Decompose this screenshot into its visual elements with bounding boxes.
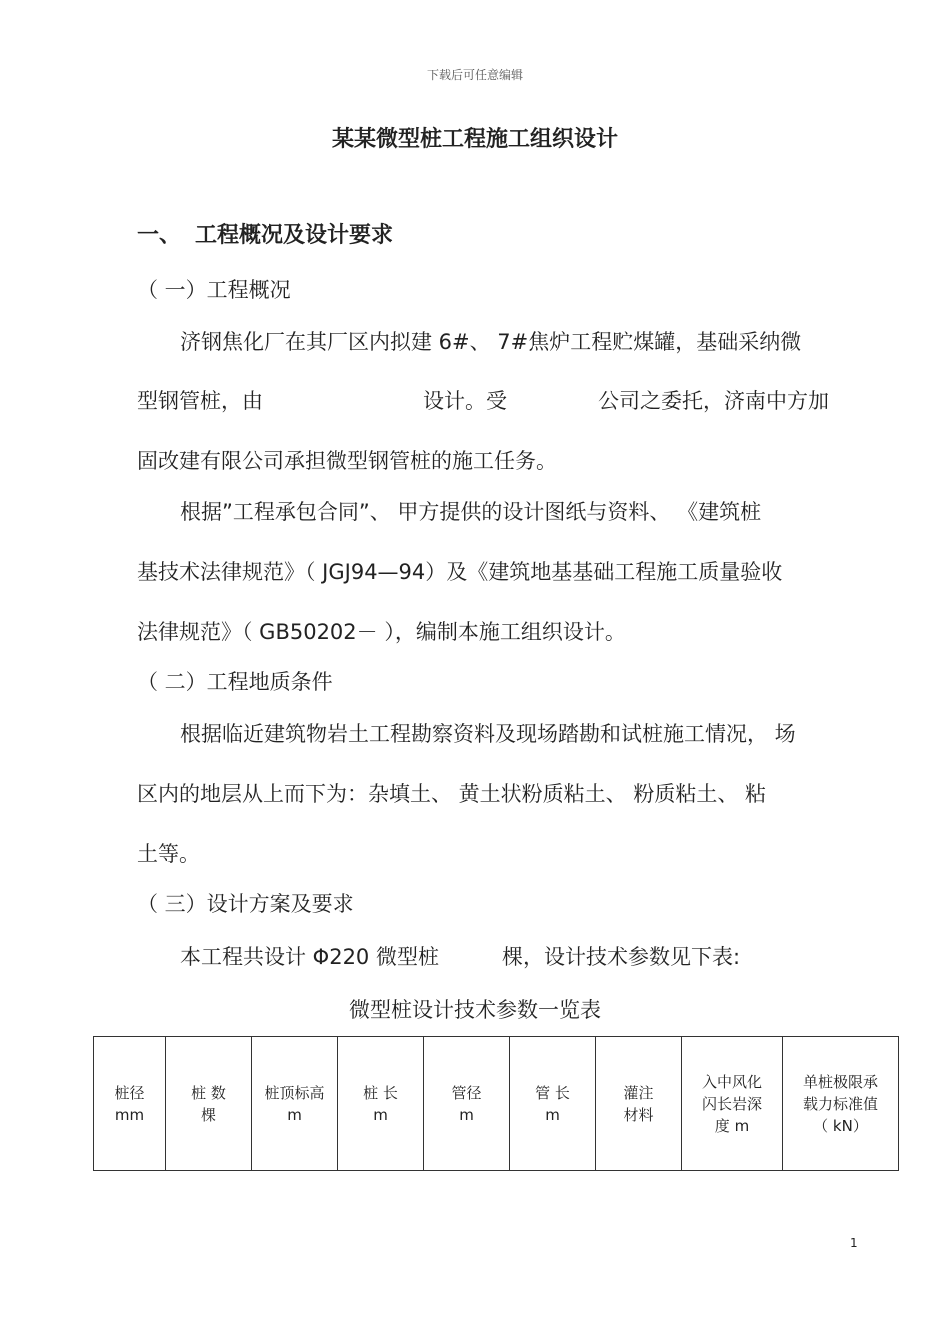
section-title: 工程概况及设计要求 xyxy=(195,223,394,248)
header-cell-tube-length xyxy=(510,1037,596,1171)
header-line: 度 m xyxy=(714,1116,750,1135)
pile-parameters-table xyxy=(93,1036,899,1171)
section-number: 一、 xyxy=(137,223,182,248)
subsection-heading-1: （ 一）工程概况 xyxy=(137,278,291,302)
header-line: 入中风化 xyxy=(701,1072,762,1091)
header-line: 闪长岩深 xyxy=(701,1094,762,1113)
header-line: 载力标准值 xyxy=(802,1094,878,1113)
paragraph-3-line-3: 土等。 xyxy=(137,842,200,866)
header-unit: m xyxy=(287,1105,302,1124)
header-unit: m xyxy=(545,1105,560,1124)
header-line: 桩径 xyxy=(114,1083,145,1102)
subsection-heading-3: （ 三）设计方案及要求 xyxy=(137,892,354,916)
header-unit: 棵 xyxy=(200,1105,216,1124)
header-cell-pile-top-elevation xyxy=(252,1037,338,1171)
header-line: 桩 数 xyxy=(191,1083,226,1102)
subsection-heading-2: （ 二）工程地质条件 xyxy=(137,670,333,694)
paragraph-1-line-1: 济钢焦化厂在其厂区内拟建 6#、 7#焦炉工程贮煤罐，基础采纳微 xyxy=(180,330,802,354)
table-header-row xyxy=(94,1037,899,1171)
paragraph-2-line-2: 基技术法律规范》（ JGJ94—94）及《建筑地基基础工程施工质量验收 xyxy=(137,560,783,584)
table-caption: 微型桩设计技术参数一览表 xyxy=(349,998,601,1022)
paragraph-2-line-3: 法律规范》（ GB50202－ ），编制本施工组织设计。 xyxy=(137,620,626,644)
header-line: 灌注 xyxy=(623,1083,654,1102)
header-cell-rock-depth xyxy=(682,1037,783,1171)
paragraph-3-line-2: 区内的地层从上而下为：杂填土、 黄土状粉质粘土、 粉质粘土、 粘 xyxy=(137,782,767,806)
header-cell-grout-material xyxy=(596,1037,682,1171)
paragraph-1-line-3: 固改建有限公司承担微型钢管桩的施工任务。 xyxy=(137,449,557,473)
header-cell-pile-count xyxy=(166,1037,252,1171)
paragraph-2-line-1: 根据”工程承包合同”、 甲方提供的设计图纸与资料、 《建筑桩 xyxy=(180,500,762,524)
header-line: 管 长 xyxy=(535,1083,570,1102)
header-cell-tube-diameter xyxy=(424,1037,510,1171)
header-line: 单桩极限承 xyxy=(802,1072,878,1091)
header-unit: m xyxy=(373,1105,388,1124)
header-line: （ kN） xyxy=(813,1116,868,1135)
document-title: 某某微型桩工程施工组织设计 xyxy=(331,127,618,152)
paragraph-1-line-2a: 型钢管桩，由 xyxy=(137,389,263,413)
paragraph-3-line-1: 根据临近建筑物岩土工程勘察资料及现场踏勘和试桩施工情况， 场 xyxy=(180,722,796,746)
header-line: 桩 长 xyxy=(363,1083,398,1102)
header-line: 材料 xyxy=(623,1105,654,1124)
header-note: 下载后可任意编辑 xyxy=(426,68,523,82)
paragraph-4-part-b: 棵，设计技术参数见下表: xyxy=(502,945,741,969)
header-unit: m xyxy=(459,1105,474,1124)
paragraph-1-line-2b: 设计。受 xyxy=(423,389,507,413)
header-line: 管径 xyxy=(451,1083,482,1102)
header-line: 桩顶标高 xyxy=(264,1083,325,1102)
header-cell-pile-length xyxy=(338,1037,424,1171)
header-cell-ultimate-capacity xyxy=(783,1037,899,1171)
paragraph-4-part-a: 本工程共设计 Φ220 微型桩 xyxy=(180,945,439,969)
section-heading-1 xyxy=(137,218,393,249)
page-number: 1 xyxy=(850,1236,858,1250)
header-unit: mm xyxy=(114,1105,145,1124)
header-cell-pile-diameter xyxy=(94,1037,166,1171)
paragraph-1-line-2c: 公司之委托，济南中方加 xyxy=(598,389,829,413)
